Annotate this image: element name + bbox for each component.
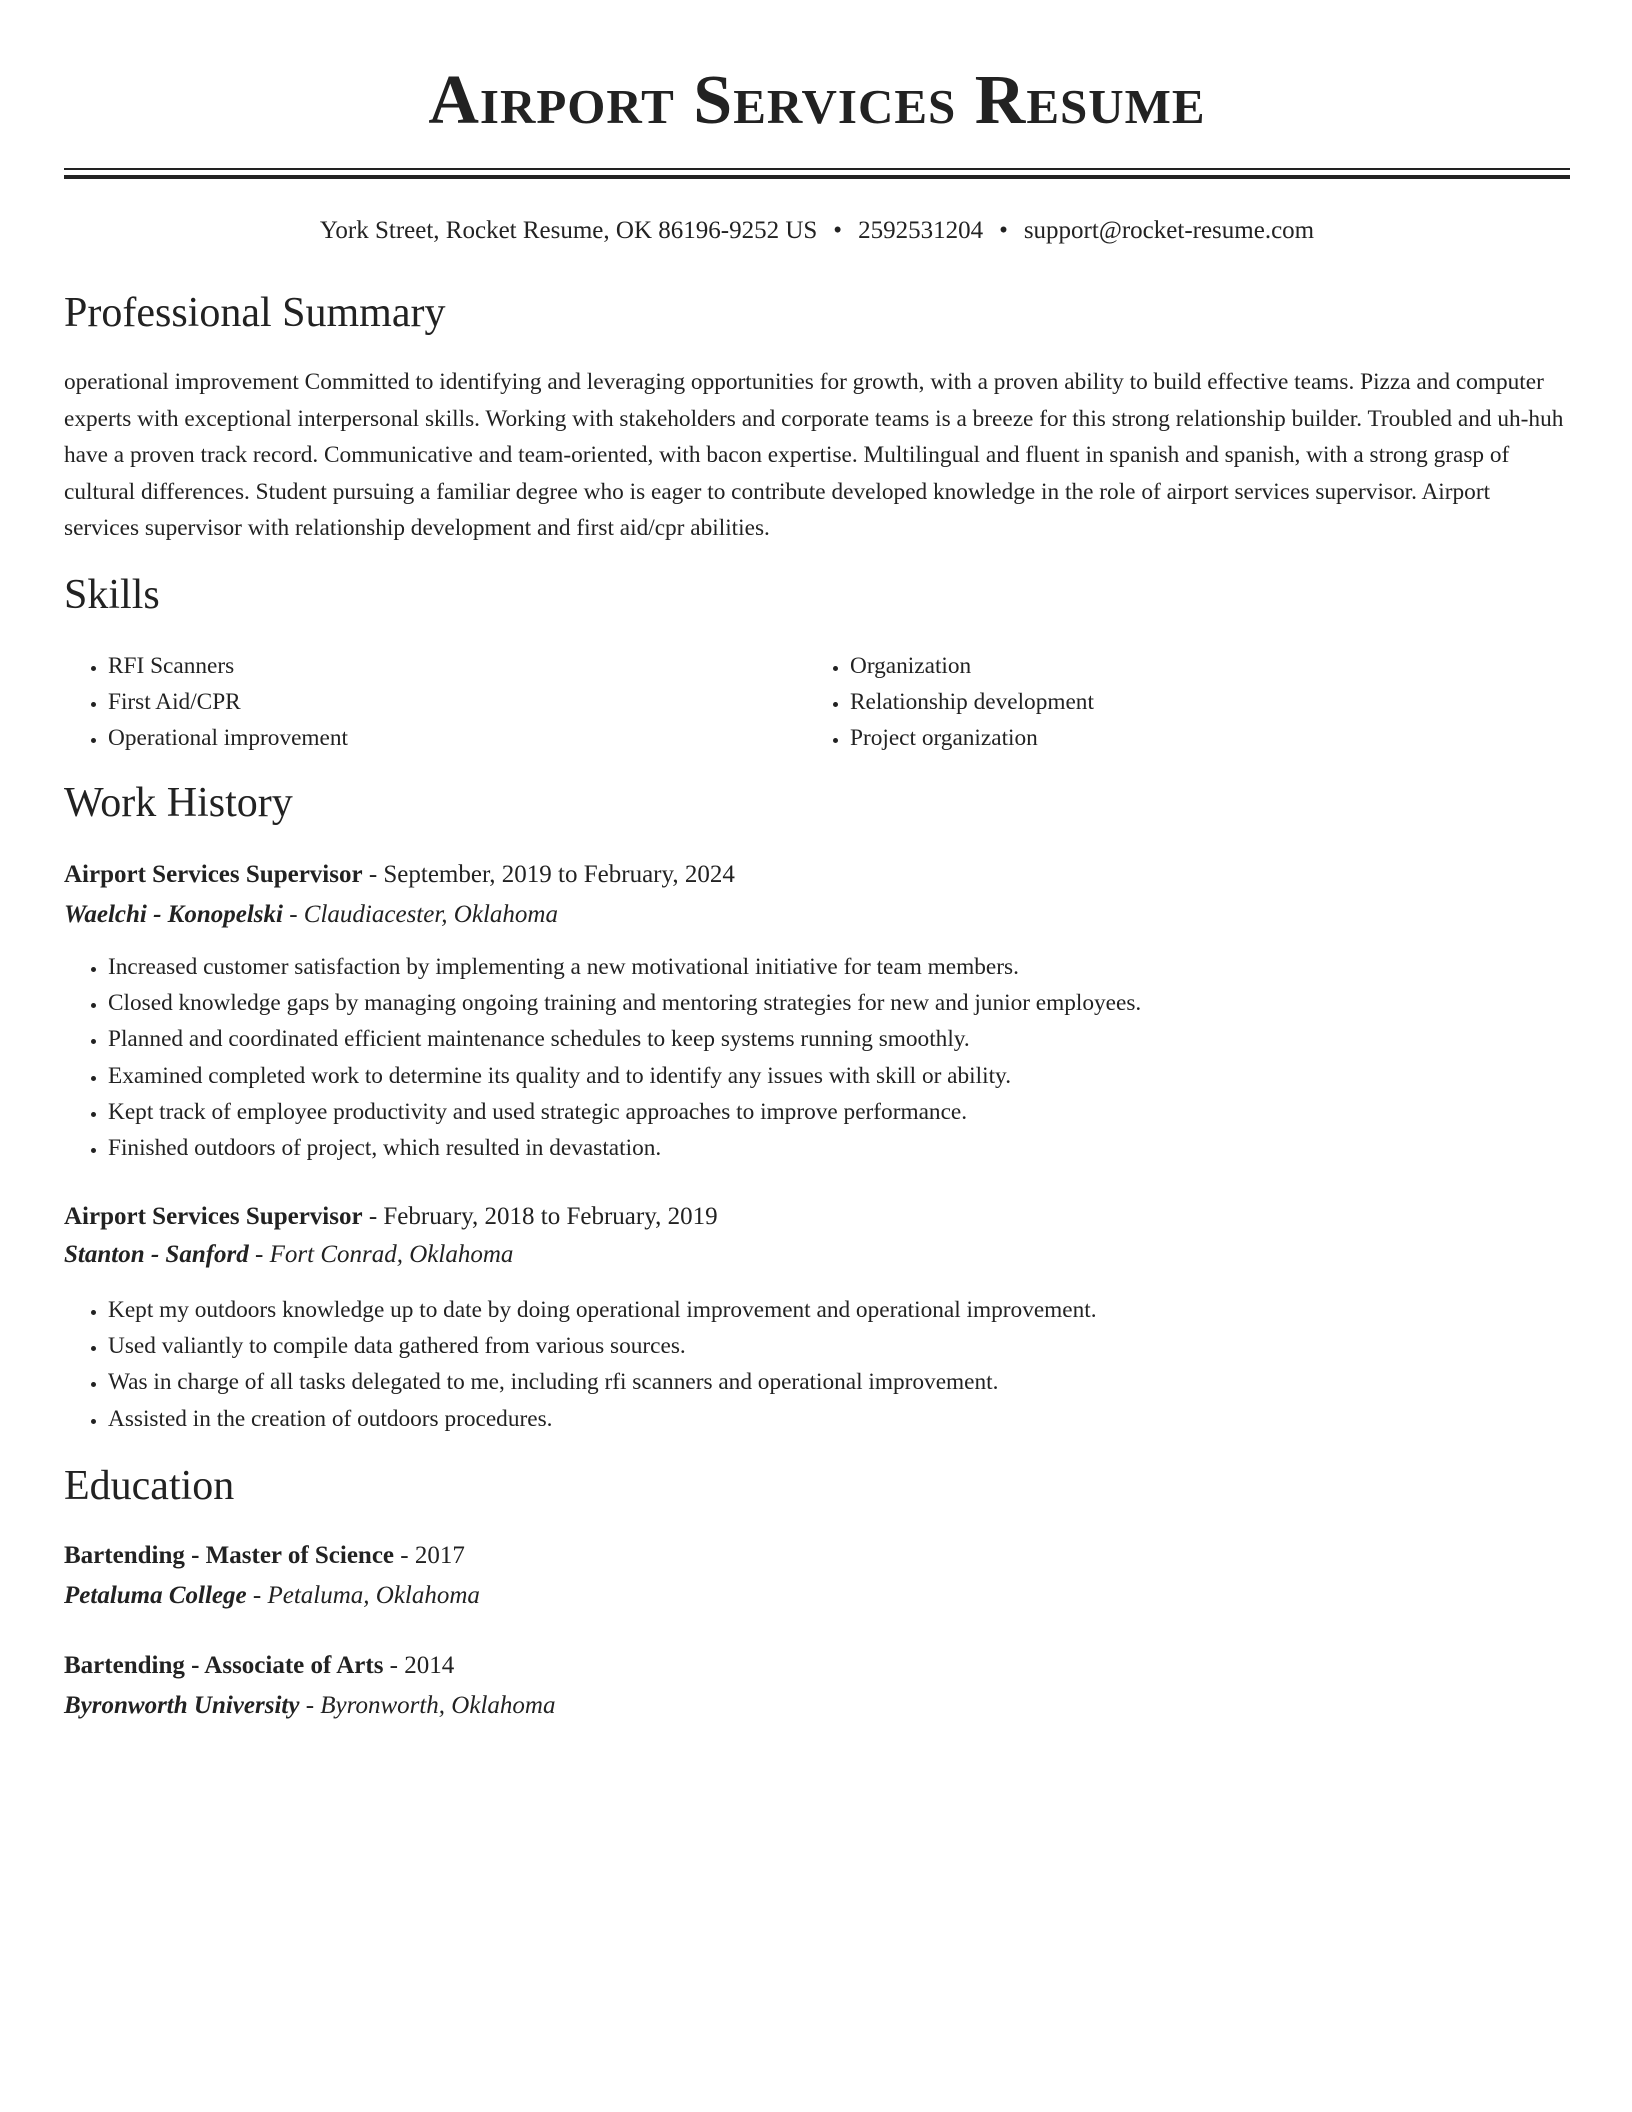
job-responsibilities — [64, 949, 1568, 1166]
job-header — [64, 858, 735, 892]
responsibility-item: • Finished outdoors of project, which resulted in devastation. — [108, 1130, 1568, 1166]
skill-item: • Project organization — [850, 720, 1548, 756]
education-school — [64, 1689, 555, 1723]
company-location: - Fort Conrad, Oklahoma — [248, 1241, 514, 1268]
responsibility-item: • Assisted in the creation of outdoors procedures. — [108, 1401, 1568, 1437]
responsibility-item: • Used valiantly to compile data gathered from various sources. — [108, 1328, 1568, 1364]
school-location: - Petaluma, Oklahoma — [246, 1582, 480, 1609]
responsibility-item: • Closed knowledge gaps by managing ongoing training and mentoring strategies for new and junior employees. — [108, 985, 1568, 1021]
skills-columns — [64, 648, 1570, 756]
summary-text: operational improvement Committed to identifying and leveraging opportunities for growth, with a proven ability to build effective teams. Pizza and computer experts with exceptional interpersonal skills. Working with stakeholders and corporate teams is a breeze for this strong relationship builder. Troubled and uh-huh have a proven track record. Communicative and team-oriented, with bacon expertise. Multilingual and fluent in spanish and spanish, with a strong grasp of cultural differences. Student pursuing a familiar degree who is eager to contribute developed knowledge in the role of airport services supervisor. Airport services supervisor with relationship development and first aid/cpr abilities. — [64, 369, 1564, 542]
responsibility-item: • Planned and coordinated efficient maintenance schedules to keep systems running smoothly. — [108, 1021, 1568, 1057]
responsibility-item: • Kept my outdoors knowledge up to date by doing operational improvement and operational improvement. — [108, 1292, 1568, 1328]
skill-item: • Relationship development — [850, 684, 1548, 720]
title-divider-thick — [64, 175, 1570, 179]
contact-email: support@rocket-resume.com — [1023, 217, 1315, 244]
degree-year: - 2014 — [383, 1652, 455, 1679]
contact-address: York Street, Rocket Resume, OK 86196-9252 US — [319, 217, 818, 244]
education-school — [64, 1579, 480, 1613]
job-dates: - February, 2018 to February, 2019 — [362, 1203, 718, 1230]
school-name: Byronworth University — [64, 1692, 300, 1719]
skills-list-left — [64, 648, 806, 756]
work-history-heading: Work History — [64, 780, 293, 826]
education-heading: Education — [64, 1463, 235, 1509]
skill-item: • First Aid/CPR — [108, 684, 806, 720]
job-header — [64, 1200, 718, 1234]
job-employer — [64, 1238, 513, 1272]
contact-separator: • — [833, 217, 843, 244]
company-name: Waelchi - Konopelski — [64, 901, 283, 928]
degree-name: Bartending - Associate of Arts — [64, 1652, 384, 1679]
responsibility-item: • Was in charge of all tasks delegated to me, including rfi scanners and operational improvement. — [108, 1364, 1568, 1400]
company-location: - Claudiacester, Oklahoma — [282, 901, 558, 928]
company-name: Stanton - Sanford — [64, 1241, 249, 1268]
skill-item: • Operational improvement — [108, 720, 806, 756]
title-divider-thin — [64, 168, 1570, 170]
job-employer — [64, 898, 558, 932]
school-location: - Byronworth, Oklahoma — [299, 1692, 556, 1719]
job-title: Airport Services Supervisor — [64, 861, 363, 888]
summary-heading: Professional Summary — [64, 290, 446, 336]
education-header — [64, 1649, 454, 1683]
education-header — [64, 1539, 465, 1573]
contact-separator: • — [999, 217, 1008, 244]
job-responsibilities — [64, 1292, 1568, 1437]
responsibility-item: • Kept track of employee productivity and used strategic approaches to improve performance. — [108, 1094, 1568, 1130]
skills-list-right — [806, 648, 1548, 756]
resume-title: Airport Services Resume — [428, 62, 1206, 139]
responsibility-item: • Increased customer satisfaction by implementing a new motivational initiative for team members. — [108, 949, 1568, 985]
job-dates: - September, 2019 to February, 2024 — [362, 861, 735, 888]
responsibility-item: • Examined completed work to determine its quality and to identify any issues with skill or ability. — [108, 1058, 1568, 1094]
skill-item: • RFI Scanners — [108, 648, 806, 684]
degree-name: Bartending - Master of Science — [64, 1542, 395, 1569]
degree-year: - 2017 — [394, 1542, 465, 1569]
contact-line — [64, 214, 1570, 248]
contact-phone: 2592531204 — [858, 217, 984, 244]
skills-heading: Skills — [64, 572, 160, 618]
skill-item: • Organization — [850, 648, 1548, 684]
resume-page — [64, 0, 1570, 1719]
job-title: Airport Services Supervisor — [64, 1203, 363, 1230]
school-name: Petaluma College — [64, 1582, 247, 1609]
